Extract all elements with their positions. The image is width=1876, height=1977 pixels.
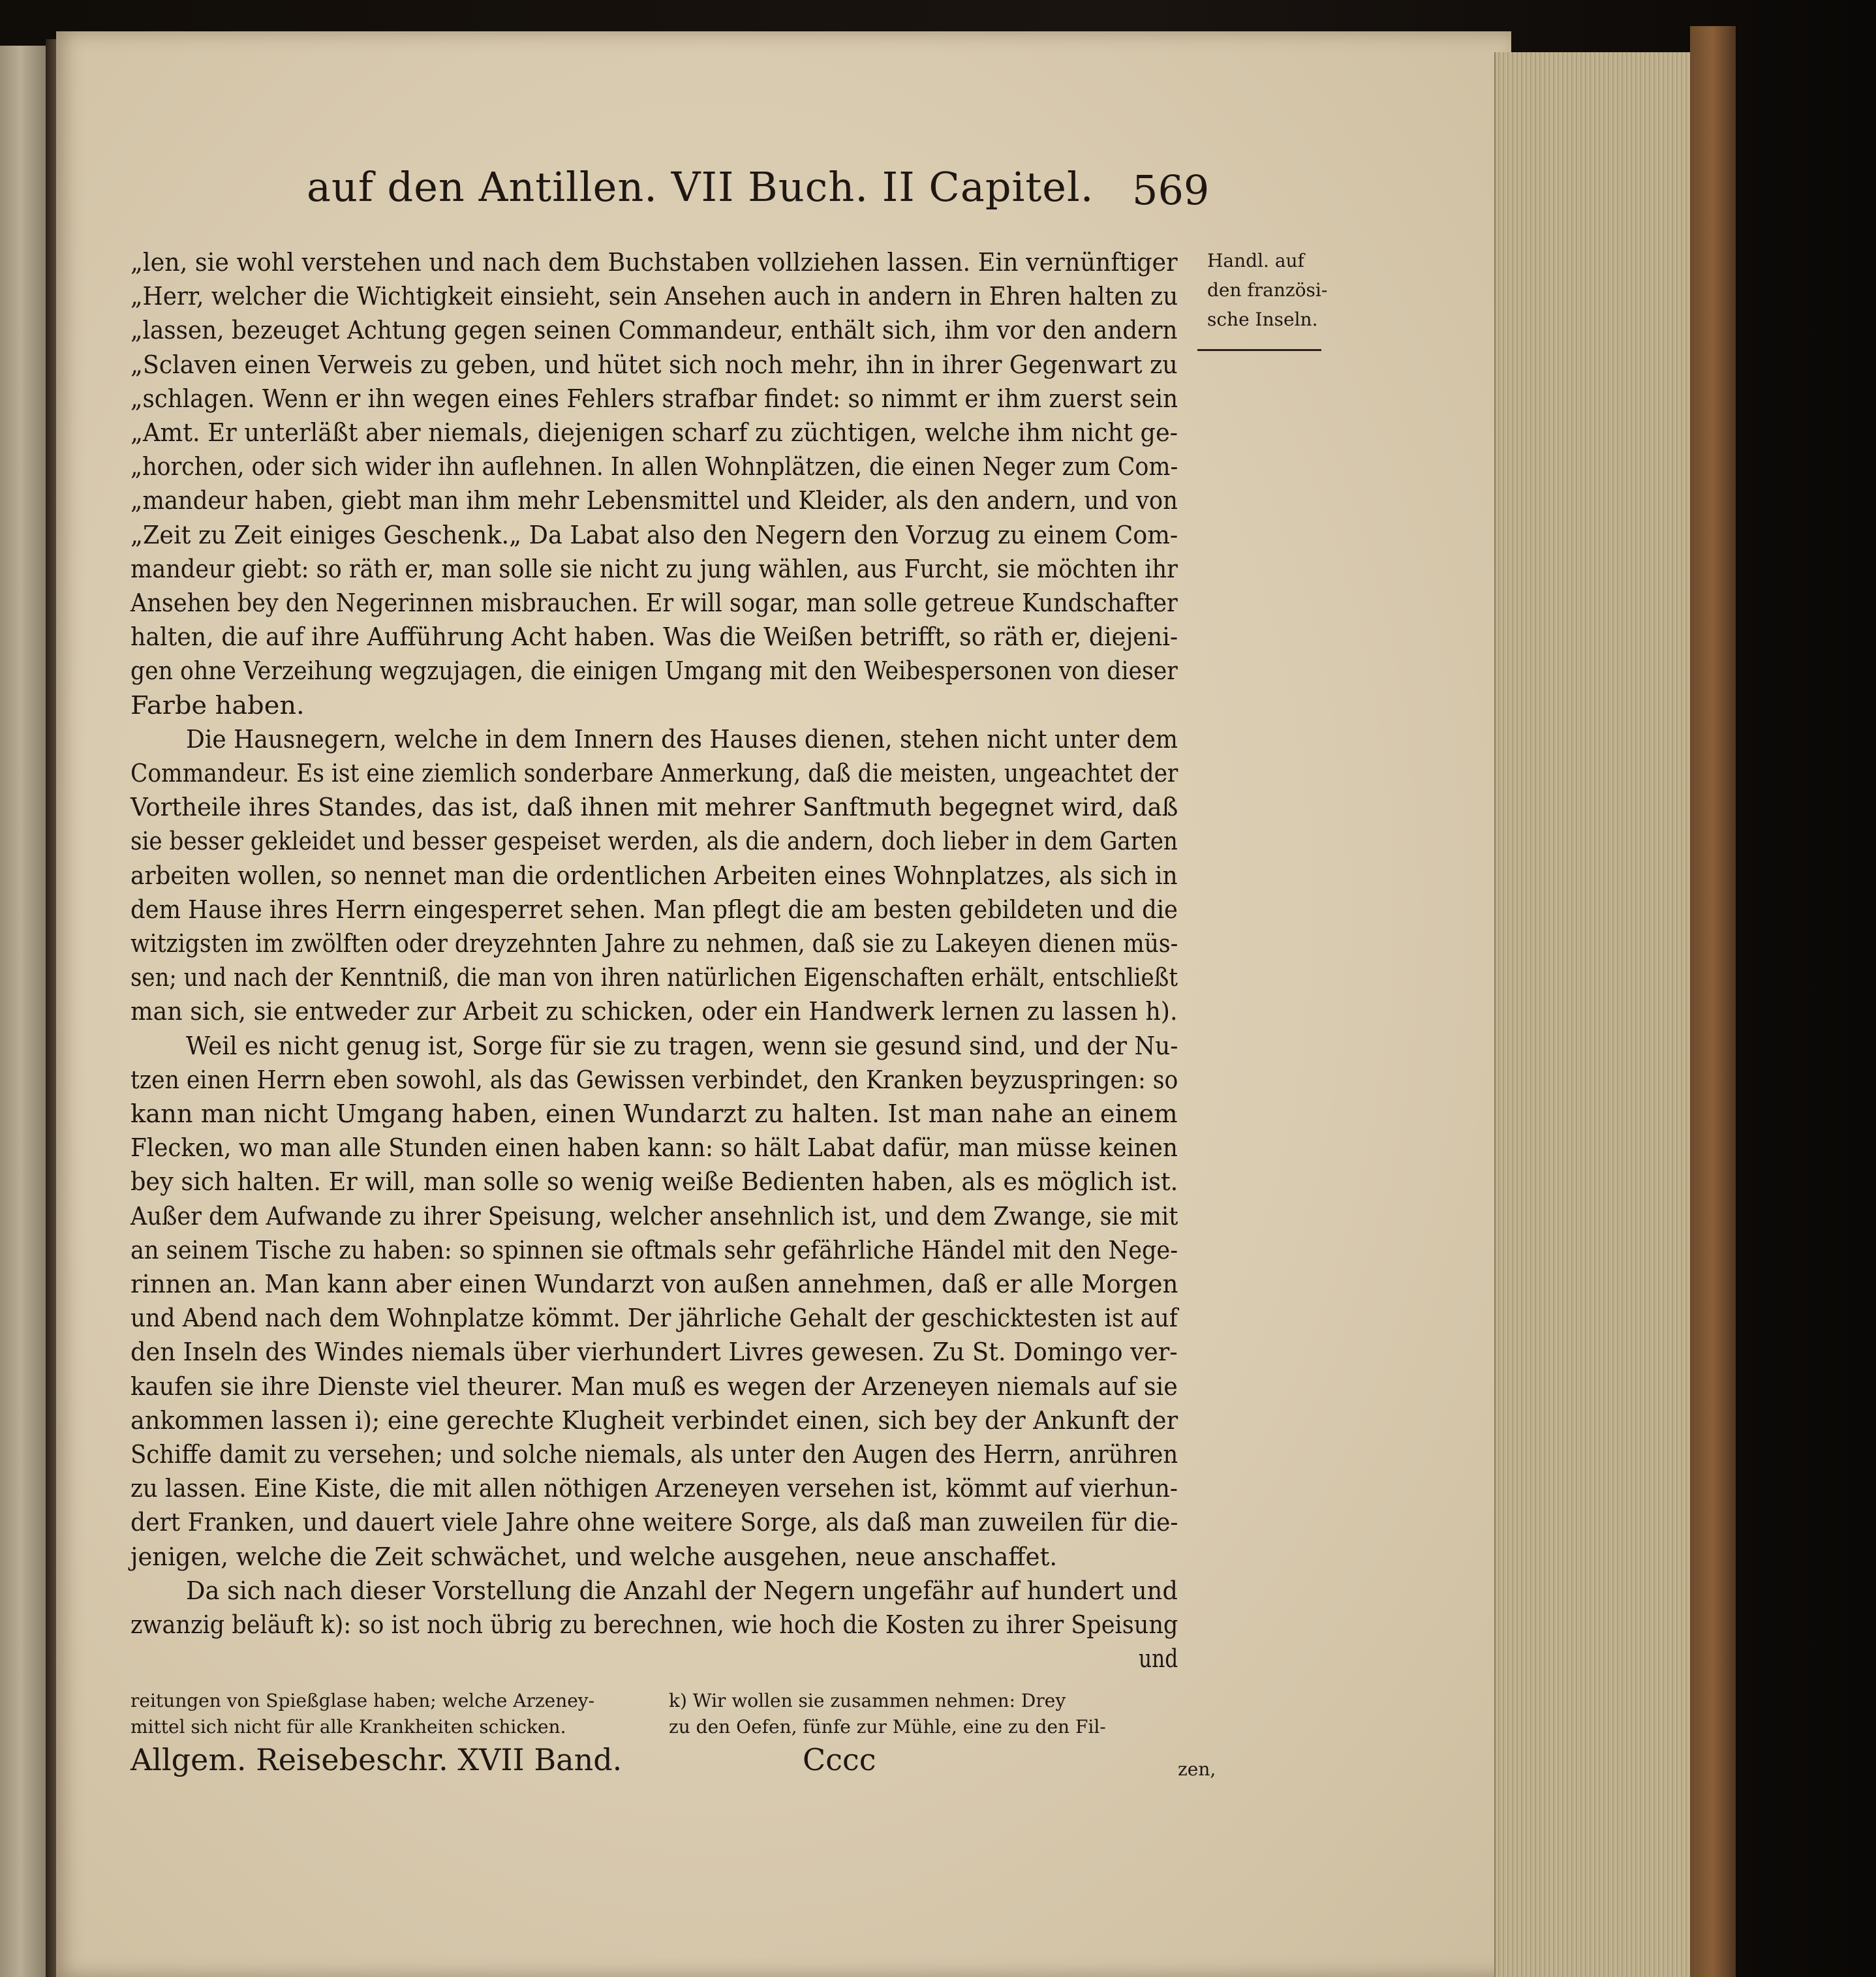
body-line: „Zeit zu Zeit einiges Geschenk.„ Da Labat also den Negern den Vorzug zu einem Com- [131, 521, 1178, 549]
body-line: und [1139, 1644, 1178, 1673]
body-line: Außer dem Aufwande zu ihrer Speisung, welcher ansehnlich ist, und dem Zwange, sie mit [131, 1202, 1178, 1231]
body-line: rinnen an. Man kann aber einen Wundarzt von außen annehmen, daß er alle Morgen [131, 1270, 1178, 1298]
body-line: tzen einen Herrn eben sowohl, als das Gewissen verbindet, den Kranken beyzuspringen: so [131, 1065, 1178, 1094]
signature-line: Allgem. Reisebeschr. XVII Band. [131, 1742, 623, 1777]
page-number: 569 [1132, 166, 1210, 214]
body-line: Die Hausnegern, welche in dem Innern des Hauses dienen, stehen nicht unter dem [186, 725, 1178, 754]
body-line: „horchen, oder sich wider ihn auflehnen. In allen Wohnplätzen, die einen Neger zum Com- [131, 452, 1178, 481]
margin-note-line: den französi- [1207, 279, 1328, 301]
body-line: witzigsten im zwölften oder dreyzehnten Jahre zu nehmen, daß sie zu Lakeyen dienen müs- [131, 929, 1178, 958]
body-line: „mandeur haben, giebt man ihm mehr Lebensmittel und Kleider, als den andern, und von [131, 486, 1178, 515]
body-line: „lassen, bezeuget Achtung gegen seinen Commandeur, enthält sich, ihm vor den andern [131, 316, 1178, 345]
body-line: Schiffe damit zu versehen; und solche niemals, als unter den Augen des Herrn, anrühren [131, 1440, 1178, 1469]
body-line: sen; und nach der Kenntniß, die man von ihren natürlichen Eigenschaften erhält, entschließt [131, 963, 1178, 992]
body-line: dert Franken, und dauert viele Jahre ohne weitere Sorge, als daß man zuweilen für die- [131, 1508, 1178, 1537]
sheet-mark: Cccc [803, 1742, 876, 1777]
body-line: kaufen sie ihre Dienste viel theurer. Man muß es wegen der Arzeneyen niemals auf sie [131, 1372, 1178, 1401]
body-line: gen ohne Verzeihung wegzujagen, die einigen Umgang mit den Weibespersonen von dieser [131, 656, 1178, 685]
footnote-line: k) Wir wollen sie zusammen nehmen: Drey [669, 1690, 1066, 1711]
body-line: Da sich nach dieser Vorstellung die Anzahl der Negern ungefähr auf hundert und [186, 1576, 1178, 1605]
footnote-line: mittel sich nicht für alle Krankheiten schicken. [131, 1716, 566, 1738]
body-line: „Amt. Er unterläßt aber niemals, diejenigen scharf zu züchtigen, welche ihm nicht ge- [131, 418, 1178, 447]
footnote-line: zen, [1178, 1758, 1216, 1780]
body-line: Ansehen bey den Negerinnen misbrauchen. Er will sogar, man solle getreue Kundschafter [131, 589, 1178, 617]
body-line: Farbe haben. [131, 691, 305, 720]
body-line: Commandeur. Es ist eine ziemlich sonderbare Anmerkung, daß die meisten, ungeachtet der [131, 759, 1178, 788]
body-line: man sich, sie entweder zur Arbeit zu schicken, oder ein Handwerk lernen zu lassen h). [131, 997, 1178, 1026]
body-line: und Abend nach dem Wohnplatze kömmt. Der jährliche Gehalt der geschicktesten ist auf [131, 1304, 1178, 1332]
body-line: kann man nicht Umgang haben, einen Wundarzt zu halten. Ist man nahe an einem [131, 1099, 1178, 1128]
facing-page-edge [0, 46, 48, 1977]
body-line: sie besser gekleidet und besser gespeiset werden, als die andern, doch lieber in dem Garten [131, 827, 1178, 855]
margin-note-rule [1197, 349, 1321, 351]
body-line: an seinem Tische zu haben: so spinnen sie oftmals sehr gefährliche Händel mit den Nege- [131, 1236, 1178, 1264]
running-header: auf den Antillen. VII Buch. II Capitel. [307, 163, 1094, 211]
body-line: Vortheile ihres Standes, das ist, daß ihnen mit mehrer Sanftmuth begegnet wird, daß [131, 793, 1178, 821]
body-line: bey sich halten. Er will, man solle so wenig weiße Bedienten haben, als es möglich ist. [131, 1167, 1178, 1196]
margin-note-line: Handl. auf [1207, 250, 1304, 271]
body-line: arbeiten wollen, so nennet man die ordentlichen Arbeiten eines Wohnplatzes, als sich in [131, 861, 1178, 890]
body-line: zu lassen. Eine Kiste, die mit allen nöthigen Arzeneyen versehen ist, kömmt auf vierhun- [131, 1474, 1178, 1503]
footnote-line: reitungen von Spießglase haben; welche Arzeney- [131, 1690, 595, 1711]
page-block-edges [1494, 52, 1691, 1977]
body-line: Weil es nicht genug ist, Sorge für sie zu tragen, wenn sie gesund sind, und der Nu- [186, 1032, 1178, 1060]
body-line: halten, die auf ihre Aufführung Acht haben. Was die Weißen betrifft, so räth er, diejeni- [131, 622, 1178, 651]
footnote-line: zu den Oefen, fünfe zur Mühle, eine zu den Fil- [669, 1716, 1106, 1738]
body-line: „schlagen. Wenn er ihn wegen eines Fehlers strafbar findet: so nimmt er ihm zuerst sein [131, 384, 1178, 413]
body-line: den Inseln des Windes niemals über vierhundert Livres gewesen. Zu St. Domingo ver- [131, 1338, 1178, 1366]
margin-note-line: sche Inseln. [1207, 309, 1318, 330]
body-line: jenigen, welche die Zeit schwächet, und welche ausgehen, neue anschaffet. [131, 1542, 1058, 1571]
body-line: Flecken, wo man alle Stunden einen haben kann: so hält Labat dafür, man müsse keinen [131, 1133, 1178, 1162]
body-line: zwanzig beläuft k): so ist noch übrig zu berechnen, wie hoch die Kosten zu ihrer Speisung [131, 1610, 1178, 1639]
body-line: dem Hause ihres Herrn eingesperret sehen. Man pflegt die am besten gebildeten und die [131, 895, 1178, 924]
book-cover-edge [1690, 26, 1736, 1977]
body-line: „Herr, welcher die Wichtigkeit einsieht, sein Ansehen auch in andern in Ehren halten zu [131, 282, 1178, 311]
body-line: „Sclaven einen Verweis zu geben, und hütet sich noch mehr, ihn in ihrer Gegenwart zu [131, 350, 1178, 379]
body-line: „len, sie wohl verstehen und nach dem Buchstaben vollziehen lassen. Ein vernünftiger [131, 248, 1178, 277]
body-line: mandeur giebt: so räth er, man solle sie nicht zu jung wählen, aus Furcht, sie möchten ihr [131, 555, 1178, 583]
body-line: ankommen lassen i); eine gerechte Klugheit verbindet einen, sich bey der Ankunft der [131, 1406, 1178, 1435]
